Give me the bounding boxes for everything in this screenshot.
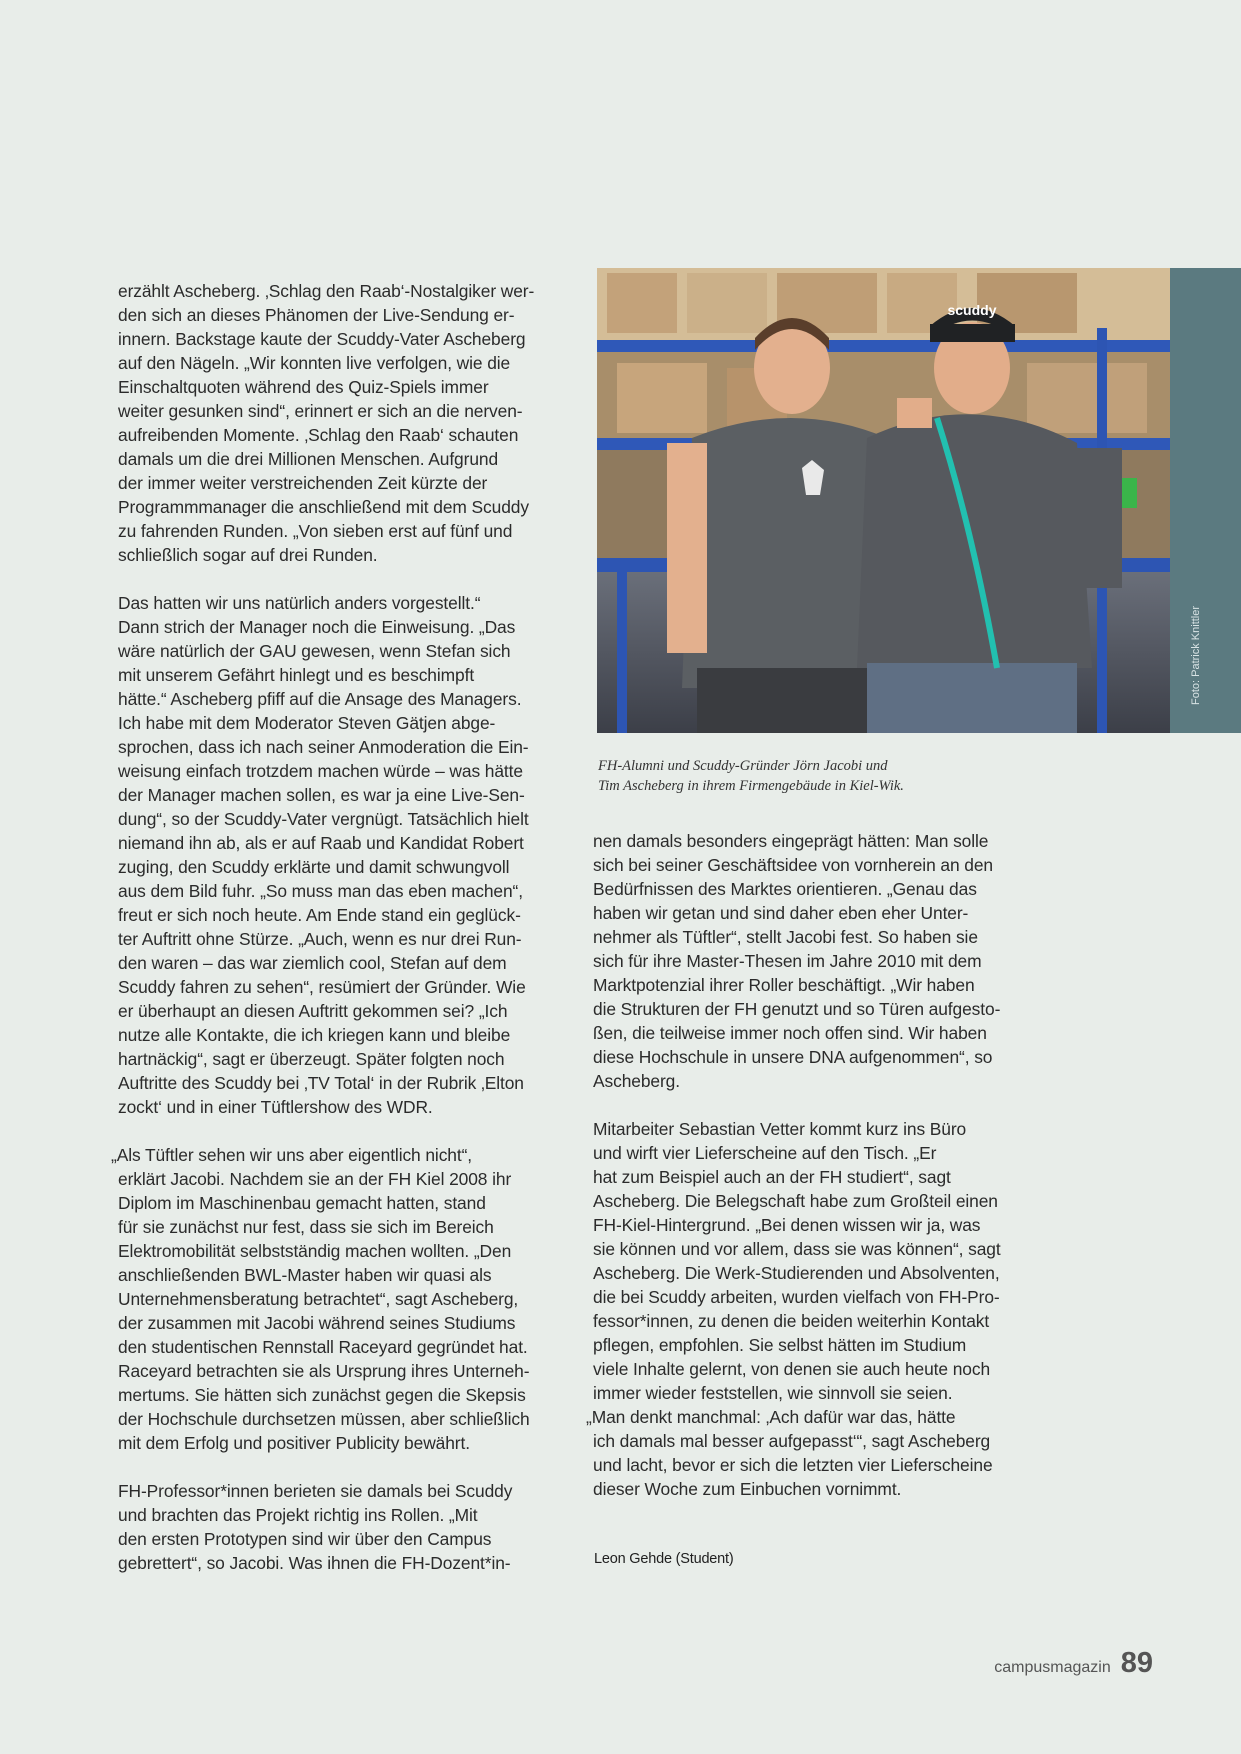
page-number: 89	[1120, 1647, 1153, 1679]
text-line: immer wieder feststellen, wie sinnvoll sie seien.	[593, 1383, 953, 1403]
text-line: Diplom im Maschinenbau gemacht hatten, stand	[118, 1193, 486, 1213]
text-line: zu fahrenden Runden. „Von sieben erst auf fünf und	[118, 521, 513, 541]
text-line: Bedürfnissen des Marktes orientieren. „Genau das	[593, 879, 977, 899]
text-line: und lacht, bevor er sich die letzten vier Lieferscheine	[593, 1455, 993, 1475]
caption-line: Tim Ascheberg in ihrem Firmengebäude in Kiel-Wik.	[598, 778, 904, 794]
text-line: der Manager machen sollen, es war ja eine Live-Sen-	[118, 785, 525, 805]
paragraph	[118, 591, 558, 1119]
text-line: viele Inhalte gelernt, von denen sie auch heute noch	[593, 1359, 991, 1379]
page-footer	[994, 1647, 1153, 1680]
text-line: der zusammen mit Jacobi während seines Studiums	[118, 1313, 516, 1333]
text-line: nen damals besonders eingeprägt hätten: Man solle	[593, 831, 989, 851]
caption-line: FH-Alumni und Scuddy-Gründer Jörn Jacobi und	[598, 758, 888, 774]
text-line: hätte.“ Ascheberg pfiff auf die Ansage des Managers.	[118, 689, 522, 709]
text-line: Mitarbeiter Sebastian Vetter kommt kurz ins Büro	[593, 1119, 967, 1139]
text-line: Elektromobilität selbstständig machen wollten. „Den	[118, 1241, 512, 1261]
paragraph	[118, 1479, 558, 1575]
text-line: sich bei seiner Geschäftsidee von vornherein an den	[593, 855, 993, 875]
text-line: Ich habe mit dem Moderator Steven Gätjen abge-	[118, 713, 496, 733]
text-line: erzählt Ascheberg. ‚Schlag den Raab‘-Nostalgiker wer-	[118, 281, 535, 301]
text-line: hat zum Beispiel auch an der FH studiert“, sagt	[593, 1167, 951, 1187]
paragraph	[118, 279, 558, 567]
text-line: der immer weiter verstreichenden Zeit kürzte der	[118, 473, 488, 493]
text-line: Unternehmensberatung betrachtet“, sagt Ascheberg,	[118, 1289, 519, 1309]
text-line: Das hatten wir uns natürlich anders vorgestellt.“	[118, 593, 481, 613]
text-line: dieser Woche zum Einbuchen vornimmt.	[593, 1479, 902, 1499]
text-line: sie können und vor allem, dass sie was können“, sagt	[593, 1239, 1001, 1259]
text-line: Ascheberg. Die Belegschaft habe zum Großteil einen	[593, 1191, 998, 1211]
photo-caption	[598, 756, 1048, 796]
text-line: Programmmanager die anschließend mit dem Scuddy	[118, 497, 529, 517]
paragraph	[111, 1143, 558, 1455]
text-line: freut er sich noch heute. Am Ende stand ein geglück-	[118, 905, 521, 925]
text-line: den sich an dieses Phänomen der Live-Sendung er-	[118, 305, 515, 325]
text-line: nehmer als Tüftler“, stellt Jacobi fest. So haben sie	[593, 927, 978, 947]
text-line: zuging, den Scuddy erklärte und damit schwungvoll	[118, 857, 510, 877]
text-line: schließlich sogar auf drei Runden.	[118, 545, 378, 565]
cap-logo-text: scuddy	[947, 302, 997, 318]
author-byline: Leon Gehde (Student)	[594, 1551, 734, 1567]
text-line: mit unserem Gefährt hinlegt und es beschimpft	[118, 665, 475, 685]
text-line: für sie zunächst nur fest, dass sie sich im Bereich	[118, 1217, 494, 1237]
text-line: mit dem Erfolg und positiver Publicity bewährt.	[118, 1433, 470, 1453]
text-line: Ascheberg. Die Werk-Studierenden und Absolventen,	[593, 1263, 1000, 1283]
text-line: damals um die drei Millionen Menschen. Aufgrund	[118, 449, 499, 469]
text-line: innern. Backstage kaute der Scuddy-Vater Ascheberg	[118, 329, 526, 349]
text-line: auf den Nägeln. „Wir konnten live verfolgen, wie die	[118, 353, 511, 373]
text-line: die Strukturen der FH genutzt und so Türen aufgesto-	[593, 999, 1001, 1019]
text-line: „Man denkt manchmal: ‚Ach dafür war das, hätte	[586, 1407, 956, 1427]
text-line: nutze alle Kontakte, die ich kriegen kann und bleibe	[118, 1025, 511, 1045]
text-line: mertums. Sie hätten sich zunächst gegen die Skepsis	[118, 1385, 526, 1405]
text-line: den ersten Prototypen sind wir über den Campus	[118, 1529, 492, 1549]
text-line: FH-Kiel-Hintergrund. „Bei denen wissen wir ja, was	[593, 1215, 981, 1235]
text-line: Ascheberg.	[593, 1071, 680, 1091]
text-line: Auftritte des Scuddy bei ‚TV Total‘ in der Rubrik ‚Elton	[118, 1073, 524, 1093]
text-line: pflegen, empfohlen. Sie selbst hätten im Studium	[593, 1335, 967, 1355]
text-line: Einschaltquoten während des Quiz-Spiels immer	[118, 377, 489, 397]
text-line: zockt‘ und in einer Tüftlershow des WDR.	[118, 1097, 433, 1117]
text-line: FH-Professor*innen berieten sie damals bei Scuddy	[118, 1481, 513, 1501]
photo-illustration	[597, 268, 1170, 733]
text-line: und wirft vier Lieferscheine auf den Tisch. „Er	[593, 1143, 937, 1163]
text-line: und brachten das Projekt richtig ins Rollen. „Mit	[118, 1505, 478, 1525]
paragraph	[586, 1117, 1038, 1501]
text-line: sprochen, dass ich nach seiner Anmoderation die Ein-	[118, 737, 529, 757]
text-line: Dann strich der Manager noch die Einweisung. „Das	[118, 617, 516, 637]
text-line: wäre natürlich der GAU gewesen, wenn Stefan sich	[118, 641, 511, 661]
text-line: erklärt Jacobi. Nachdem sie an der FH Kiel 2008 ihr	[118, 1169, 512, 1189]
text-line: weiter gesunken sind“, erinnert er sich an die nerven-	[118, 401, 523, 421]
text-line: der Hochschule durchsetzen müssen, aber schließlich	[118, 1409, 530, 1429]
article-column-right	[586, 829, 1038, 1501]
paragraph	[593, 829, 1038, 1093]
text-line: Marktpotenzial ihrer Roller beschäftigt. „Wir haben	[593, 975, 975, 995]
text-line: sich für ihre Master-Thesen im Jahre 2010 mit dem	[593, 951, 982, 971]
article-photo	[597, 268, 1170, 733]
text-line: Scuddy fahren zu sehen“, resümiert der Gründer. Wie	[118, 977, 526, 997]
text-line: gebrettert“, so Jacobi. Was ihnen die FH-Dozent*in-	[118, 1553, 511, 1573]
photo-side-band	[1170, 268, 1241, 733]
photo-credit: Foto: Patrick Knittler	[1190, 605, 1202, 705]
text-line: niemand ihn ab, als er auf Raab und Kandidat Robert	[118, 833, 524, 853]
text-line: fessor*innen, zu denen die beiden weiterhin Kontakt	[593, 1311, 990, 1331]
text-line: haben wir getan und sind daher eben eher Unter-	[593, 903, 969, 923]
text-line: die bei Scuddy arbeiten, wurden vielfach von FH-Pro-	[593, 1287, 1000, 1307]
text-line: ßen, die teilweise immer noch offen sind. Wir haben	[593, 1023, 987, 1043]
text-line: ter Auftritt ohne Stürze. „Auch, wenn es nur drei Run-	[118, 929, 522, 949]
text-line: Raceyard betrachten sie als Ursprung ihres Unterneh-	[118, 1361, 530, 1381]
text-line: den studentischen Rennstall Raceyard gegründet hat.	[118, 1337, 528, 1357]
article-column-left	[111, 279, 558, 1575]
text-line: weisung einfach trotzdem machen würde – was hätte	[118, 761, 523, 781]
text-line: er überhaupt an diesen Auftritt gekommen sei? „Ich	[118, 1001, 508, 1021]
text-line: den waren – das war ziemlich cool, Stefan auf dem	[118, 953, 507, 973]
text-line: „Als Tüftler sehen wir uns aber eigentlich nicht“,	[111, 1145, 473, 1165]
text-line: ich damals mal besser aufgepasst‘“, sagt Ascheberg	[593, 1431, 991, 1451]
text-line: hartnäckig“, sagt er überzeugt. Später folgten noch	[118, 1049, 505, 1069]
text-line: diese Hochschule in unsere DNA aufgenommen“, so	[593, 1047, 993, 1067]
text-line: dung“, so der Scuddy-Vater vergnügt. Tatsächlich hielt	[118, 809, 529, 829]
text-line: aufreibenden Momente. ‚Schlag den Raab‘ schauten	[118, 425, 519, 445]
text-line: aus dem Bild fuhr. „So muss man das eben machen“,	[118, 881, 523, 901]
magazine-name: campusmagazin	[994, 1659, 1111, 1676]
text-line: anschließenden BWL-Master haben wir quasi als	[118, 1265, 492, 1285]
